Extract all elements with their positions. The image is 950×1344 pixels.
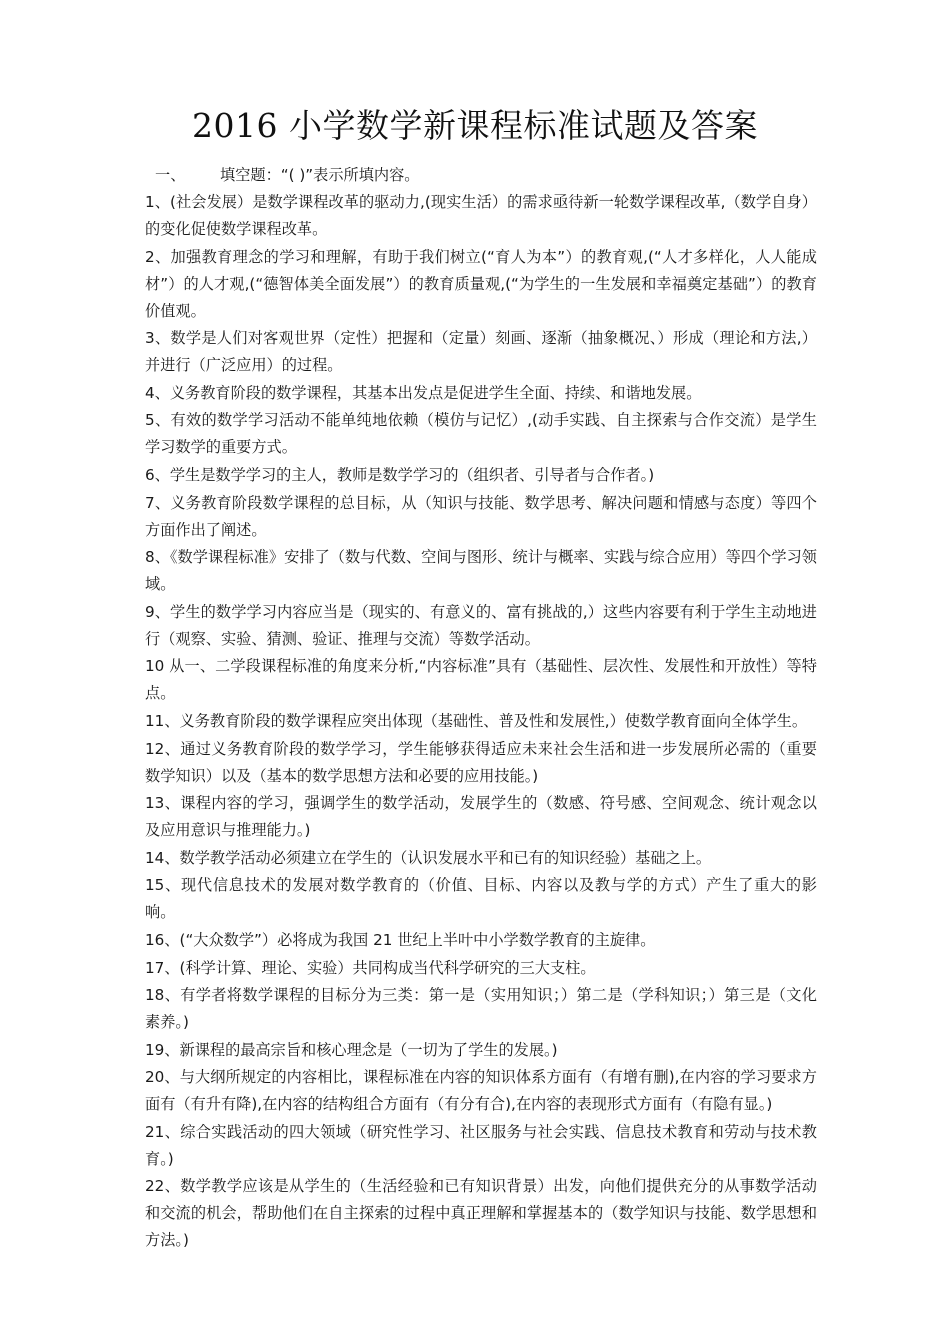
question-item-6: 6、学生是数学学习的主人，教师是数学学习的（组织者、引导者与合作者。): [145, 465, 655, 484]
question-item-19: 19、新课程的最高宗旨和核心理念是（一切为了学生的发展。): [145, 1040, 558, 1059]
question-item-18: 18、有学者将数学课程的目标分为三类：第一是（实用知识；）第二是（学科知识；）第三是（文化素养。): [145, 986, 817, 1032]
question-item-11: 11、义务教育阶段的数学课程应突出体现（基础性、普及性和发展性,）使数学教育面向全体学生。: [145, 711, 808, 730]
question-item-17: 17、(科学计算、理论、实验）共同构成当代科学研究的三大支柱。: [145, 958, 596, 977]
question-item-22: 22、数学教学应该是从学生的（生活经验和已有知识背景）出发，向他们提供充分的从事数学活动和交流的机会，帮助他们在自主探索的过程中真正理解和掌握基本的（数学知识与技能、数学思想和方法。): [145, 1177, 817, 1250]
question-item-10: 10 从一、二学段课程标准的角度来分析,“内容标准”具有（基础性、层次性、发展性和开放性）等特点。: [145, 657, 817, 703]
question-item-8: 8、《数学课程标准》安排了（数与代数、空间与图形、统计与概率、实践与综合应用）等四个学习领域。: [145, 548, 817, 594]
question-item-9: 9、学生的数学学习内容应当是（现实的、有意义的、富有挑战的,）这些内容要有利于学生主动地进行（观察、实验、猜测、验证、推理与交流）等数学活动。: [145, 602, 817, 648]
question-item-1: 1、(社会发展）是数学课程改革的驱动力,(现实生活）的需求亟待新一轮数学课程改革,（数学自身）的变化促使数学课程改革。: [145, 193, 817, 238]
question-item-12: 12、通过义务教育阶段的数学学习，学生能够获得适应未来社会生活和进一步发展所必需的（重要数学知识）以及（基本的数学思想方法和必要的应用技能。): [145, 739, 817, 785]
question-item-21: 21、综合实践活动的四大领域（研究性学习、社区服务与社会实践、信息技术教育和劳动与技术教育。): [145, 1122, 817, 1168]
section-heading: [145, 162, 817, 189]
question-item-7: 7、义务教育阶段数学课程的总目标，从（知识与技能、数学思考、解决问题和情感与态度）等四个方面作出了阐述。: [145, 493, 817, 539]
document-title: 2016 小学数学新课程标准试题及答案: [192, 106, 758, 145]
section-number: 一、: [155, 166, 186, 184]
question-item-5: 5、有效的数学学习活动不能单纯地依赖（模仿与记忆）,(动手实践、自主探索与合作交流）是学生学习数学的重要方式。: [145, 411, 817, 457]
question-item-4: 4、义务教育阶段的数学课程，其基本出发点是促进学生全面、持续、和谐地发展。: [145, 383, 702, 402]
document-body: [145, 162, 817, 1255]
question-item-16: 16、(“大众数学”）必将成为我国 21 世纪上半叶中小学数学教育的主旋律。: [145, 930, 656, 949]
question-item-3: 3、数学是人们对客观世界（定性）把握和（定量）刻画、逐渐（抽象概况、）形成（理论和方法,）并进行（广泛应用）的过程。: [145, 329, 817, 375]
question-item-2: 2、加强教育理念的学习和理解，有助于我们树立(“育人为本”）的教育观,(“人才多样化，人人能成材”）的人才观,(“德智体美全面发展”）的教育质量观,(“为学生的一生发展和幸福奠定基础”）的教育价值观。: [145, 247, 817, 320]
question-item-13: 13、课程内容的学习，强调学生的数学活动，发展学生的（数感、符号感、空间观念、统计观念以及应用意识与推理能力。): [145, 794, 817, 840]
section-heading-text: 填空题：“( )”表示所填内容。: [220, 166, 420, 184]
question-item-14: 14、数学教学活动必须建立在学生的（认识发展水平和已有的知识经验）基础之上。: [145, 848, 712, 867]
question-item-20: 20、与大纲所规定的内容相比，课程标准在内容的知识体系方面有（有增有删),在内容的学习要求方面有（有升有降),在内容的结构组合方面有（有分有合),在内容的表现形式方面有（有隐有显。): [145, 1068, 817, 1114]
question-item-15: 15、现代信息技术的发展对数学教育的（价值、目标、内容以及教与学的方式）产生了重大的影响。: [145, 876, 817, 922]
